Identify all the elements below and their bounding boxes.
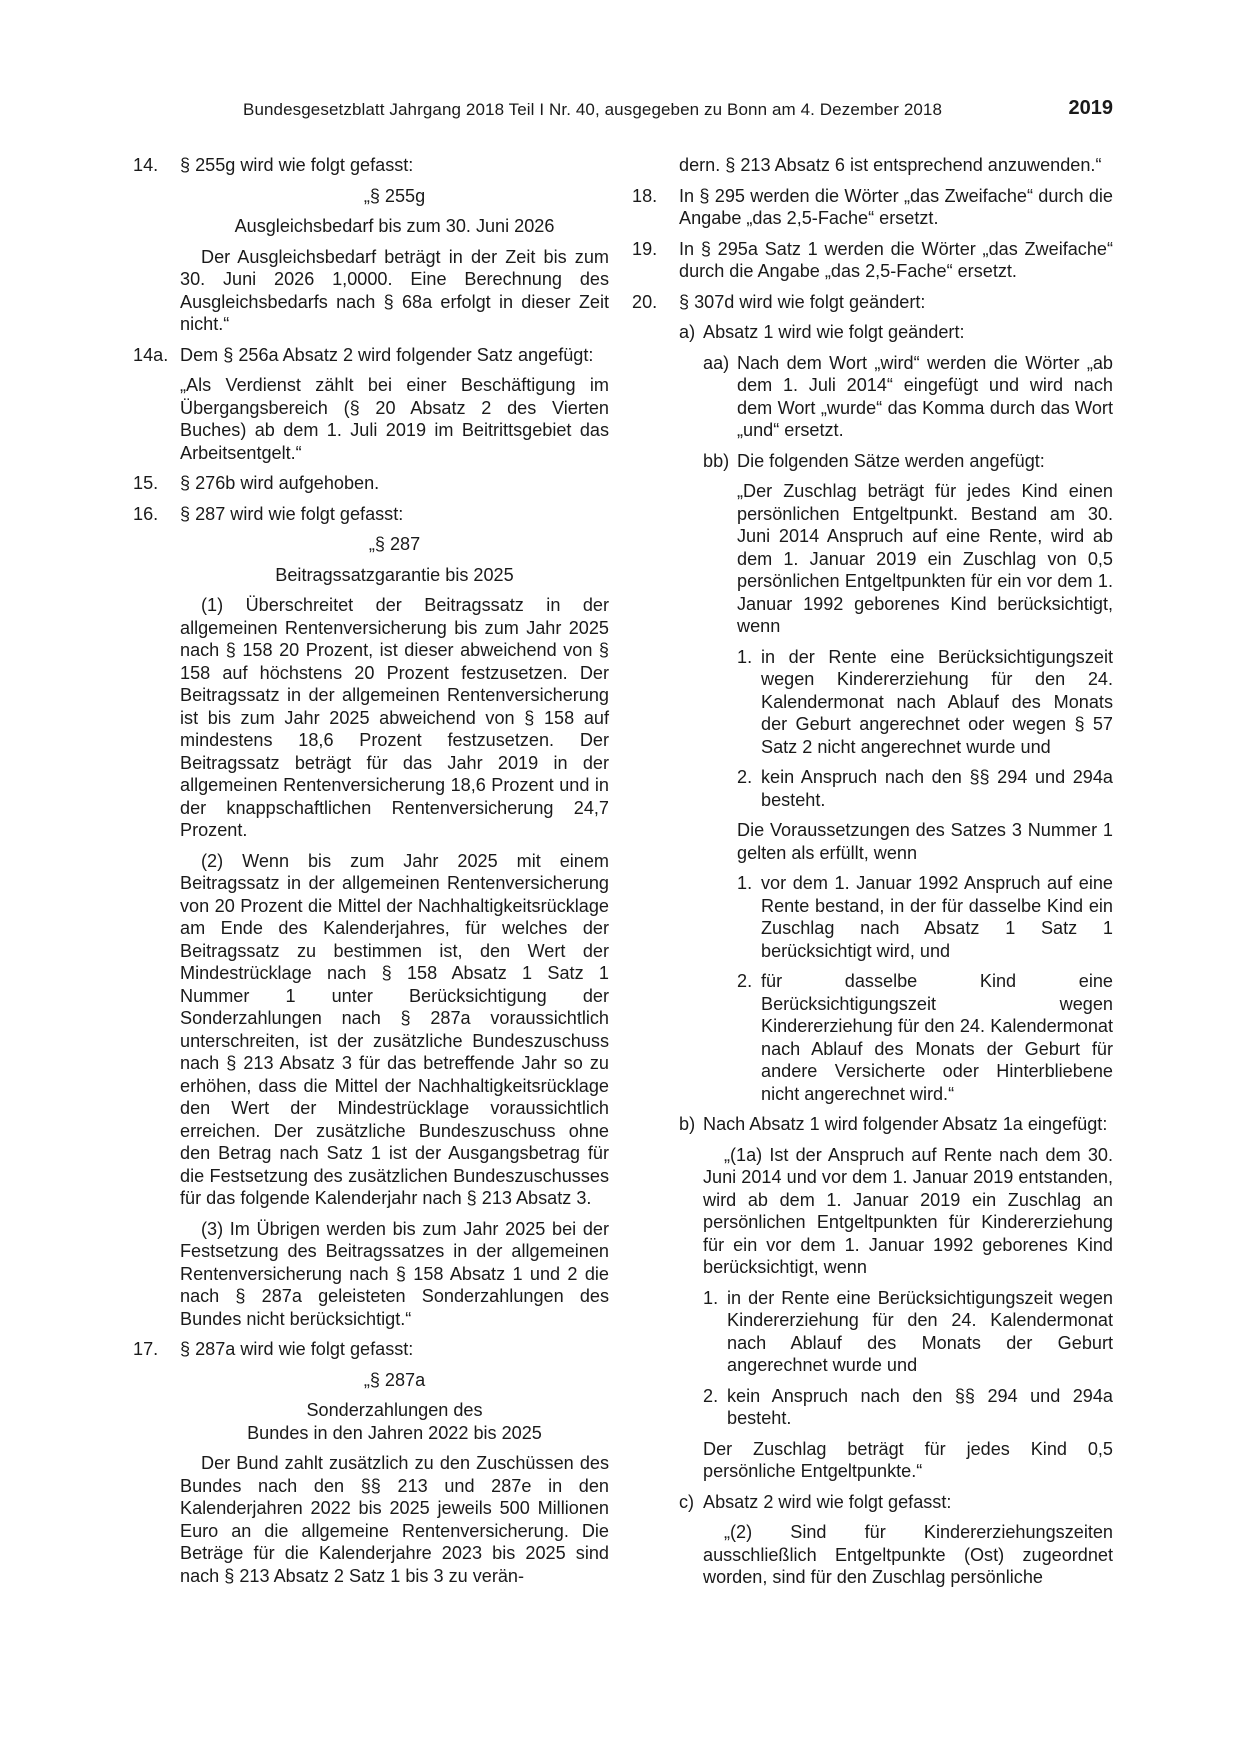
- item-number: 20.: [632, 291, 658, 312]
- quoted-text: „(2) Sind für Kindererziehungszeiten ausschließlich Entgeltpunkte (Ost) zugeordnet worden, sind für den Zuschlag persönliche: [703, 1522, 1113, 1587]
- item-number: 15.: [133, 473, 159, 493]
- item-text: In § 295a Satz 1 werden die Wörter „das Zweifache“ durch die Angabe „das 2,5-Fache“ ersetzt.: [679, 238, 1113, 281]
- item-number: 18.: [632, 185, 658, 206]
- list-number: 1.: [703, 1287, 719, 1308]
- paragraph-sign: „§ 287: [368, 534, 421, 554]
- sub-item-label: c): [679, 1491, 695, 1512]
- list-number: 1.: [737, 873, 753, 893]
- item-intro: § 287 wird wie folgt gefasst:: [180, 503, 404, 524]
- item-14a: [133, 344, 609, 465]
- item-18: [632, 185, 1113, 230]
- page-header: [243, 97, 1113, 126]
- list-item: [737, 872, 1113, 962]
- paragraph-text: Der Bund zahlt zusätzlich zu den Zuschüssen des Bundes nach den §§ 213 und 287e in den Kalenderjahren 2022 bis 2025 jeweils 500 Millionen Euro an die allgemeine Rentenversicherung. Die Beträge für die Kalenderjahre 2023 bis 2025 sind nach § 213 Absatz 2 Satz 1 bis 3 zu verän-: [180, 1453, 609, 1586]
- item-intro: § 287a wird wie folgt gefasst:: [180, 1339, 414, 1359]
- quoted-text: „Als Verdienst zählt bei einer Beschäftigung im Übergangsbereich (§ 20 Absatz 2 des Vierten Buches) ab dem 1. Juli 2019 im Beitrittsgebiet das Arbeitsentgelt.“: [180, 375, 609, 463]
- sub-item-text: Nach Absatz 1 wird folgender Absatz 1a eingefügt:: [703, 1114, 1108, 1134]
- list-number: 2.: [737, 971, 753, 991]
- list-item: [737, 646, 1113, 759]
- right-column: [632, 154, 1113, 1597]
- item-16: [133, 503, 609, 1331]
- left-column: [133, 154, 609, 1595]
- paragraph-title-line-2: Bundes in den Jahren 2022 bis 2025: [247, 1422, 542, 1443]
- list-text: in der Rente eine Berücksichtigungszeit wegen Kindererziehung für den 24. Kalendermonat nach Ablauf des Monats der Geburt angerechnet oder wegen § 57 Satz 2 nicht angerechnet wurde und: [761, 646, 1113, 757]
- item-number: 19.: [632, 238, 658, 259]
- sub-item-label: bb): [703, 450, 730, 471]
- item-17: [133, 1338, 609, 1587]
- quoted-text: „Der Zuschlag beträgt für jedes Kind einen persönlichen Entgeltpunkt. Bestand am 30. Juni 2014 Anspruch auf eine Rente, wird ab dem 1. Januar 2019 ein Zuschlag von 0,5 persönlichen Entgeltpunkten für ein vor dem 1. Januar 1992 geborenes Kind berücksichtigt, wenn: [737, 481, 1113, 636]
- paragraph-title-line-1: Sonderzahlungen des: [306, 1400, 483, 1420]
- quoted-text: Der Zuschlag beträgt für jedes Kind 0,5 persönliche Entgeltpunkte.“: [703, 1438, 1113, 1481]
- item-number: 17.: [133, 1339, 159, 1359]
- sub-item-text: Absatz 1 wird wie folgt geändert:: [703, 322, 965, 342]
- list-number: 2.: [703, 1385, 719, 1406]
- item-intro: § 276b wird aufgehoben.: [180, 473, 380, 493]
- item-intro: Dem § 256a Absatz 2 wird folgender Satz angefügt:: [180, 344, 594, 365]
- item-number: 14a.: [133, 344, 169, 365]
- list-number: 2.: [737, 767, 753, 787]
- sub-item-bb: [703, 450, 1113, 1106]
- sub-item-aa: [703, 352, 1113, 442]
- paragraph-title: Beitragssatzgarantie bis 2025: [275, 564, 514, 585]
- paragraph-text: Der Ausgleichsbedarf beträgt in der Zeit bis zum 30. Juni 2026 1,0000. Eine Berechnung des Ausgleichsbedarfs nach § 68a erfolgt in dieser Zeit nicht.“: [180, 246, 609, 334]
- sub-item-label: a): [679, 322, 696, 342]
- item-number: 16.: [133, 503, 159, 524]
- item-15: [133, 472, 609, 495]
- item-number: 14.: [133, 155, 159, 175]
- quoted-text: Die Voraussetzungen des Satzes 3 Nummer 1 gelten als erfüllt, wenn: [737, 820, 1113, 863]
- item-19: [632, 238, 1113, 283]
- list-text: kein Anspruch nach den §§ 294 und 294a besteht.: [761, 767, 1113, 810]
- item-20: [632, 291, 1113, 1589]
- sub-item-text: Nach dem Wort „wird“ werden die Wörter „ab dem 1. Juli 2014“ eingefügt und wird nach dem Wort „wurde“ das Komma durch das Wort „und“ ersetzt.: [737, 352, 1113, 440]
- sub-item-a: [679, 321, 1113, 1105]
- item-intro: § 307d wird wie folgt geändert:: [679, 291, 926, 312]
- sub-item-c: [679, 1491, 1113, 1589]
- page-number: 2019: [1068, 97, 1113, 119]
- sub-item-label: b): [679, 1114, 696, 1134]
- list-item: [737, 766, 1113, 811]
- subsection-1: (1) Überschreitet der Beitragssatz in der allgemeinen Rentenversicherung bis zum Jahr 2025 nach § 158 20 Prozent, ist dieser abweichend von § 158 auf höchstens 20 Prozent festzusetzen. Der Beitragssatz in der allgemeinen Rentenversicherung ist bis zum Jahr 2025 abweichend von § 158 auf mindestens 18,6 Prozent festzusetzen. Der Beitragssatz beträgt für das Jahr 2019 in der allgemeinen Rentenversicherung 18,6 Prozent und in der knappschaftlichen Rentenversicherung 24,7 Prozent.: [180, 595, 609, 840]
- item-17-continued: [632, 154, 1113, 177]
- sub-item-label: aa): [703, 352, 730, 373]
- item-14: [133, 154, 609, 336]
- subsection-3: (3) Im Übrigen werden bis zum Jahr 2025 bei der Festsetzung des Beitragssatzes in der allgemeinen Rentenversicherung nach § 158 Absatz 1 und 2 die nach § 287a geleisteten Sonderzahlungen des Bundes nicht berücksichtigt.“: [180, 1218, 609, 1329]
- list-text: vor dem 1. Januar 1992 Anspruch auf eine Rente bestand, in der für dasselbe Kind ein Zuschlag nach Absatz 1 Satz 1 berücksichtigt wird, und: [761, 873, 1113, 961]
- list-item: [737, 970, 1113, 1105]
- list-item: [703, 1287, 1113, 1377]
- list-text: in der Rente eine Berücksichtigungszeit wegen Kindererziehung für den 24. Kalendermonat nach Ablauf des Monats der Geburt angerechnet wurde und: [727, 1287, 1113, 1375]
- paragraph-sign: „§ 255g: [363, 185, 426, 206]
- item-text: In § 295 werden die Wörter „das Zweifache“ durch die Angabe „das 2,5-Fache“ ersetzt.: [679, 185, 1113, 228]
- list-text: für dasselbe Kind eine Berücksichtigungszeit wegen Kindererziehung für den 24. Kalendermonat nach Ablauf des Monats der Geburt für andere Versicherte oder Hinterbliebene nicht angerechnet wird.“: [761, 971, 1113, 1104]
- subsection-2: (2) Wenn bis zum Jahr 2025 mit einem Beitragssatz in der allgemeinen Rentenversicherung von 20 Prozent die Mittel der Nachhaltigkeitsrücklage am Ende des Kalenderjahres, für welches der Beitragssatz zu bestimmen ist, den Wert der Mindestrücklage nach § 158 Absatz 1 Satz 1 Nummer 1 unter Berücksichtigung der Sonderzahlungen nach § 287a voraussichtlich unterschreiten, ist der zusätzliche Bundeszuschuss nach § 213 Absatz 3 für das betreffende Jahr so zu erhöhen, dass die Mittel der Nachhaltigkeitsrücklage den Wert der Mindestrücklage voraussichtlich erreichen. Der zusätzliche Bundeszuschuss ohne den Betrag nach Satz 1 ist der Ausgangsbetrag für die Festsetzung des zusätzlichen Bundeszuschusses für das folgende Kalenderjahr nach § 213 Absatz 3.: [180, 850, 609, 1208]
- quoted-text: „(1a) Ist der Anspruch auf Rente nach dem 30. Juni 2014 und vor dem 1. Januar 2019 entstanden, wird ab dem 1. Januar 2019 ein Zuschlag an persönlichen Entgeltpunkten für Kindererziehung für ein vor dem 1. Januar 1992 geborenes Kind berücksichtigt, wenn: [703, 1144, 1113, 1277]
- sub-item-text: Die folgenden Sätze werden angefügt:: [737, 450, 1045, 471]
- sub-item-text: Absatz 2 wird wie folgt gefasst:: [703, 1491, 952, 1512]
- paragraph-sign: „§ 287a: [363, 1369, 426, 1390]
- paragraph-title: Ausgleichsbedarf bis zum 30. Juni 2026: [234, 216, 555, 236]
- item-intro: § 255g wird wie folgt gefasst:: [180, 155, 414, 175]
- list-item: [703, 1385, 1113, 1430]
- list-text: kein Anspruch nach den §§ 294 und 294a besteht.: [727, 1385, 1113, 1428]
- running-head: Bundesgesetzblatt Jahrgang 2018 Teil I Nr. 40, ausgegeben zu Bonn am 4. Dezember 2018: [243, 100, 943, 119]
- continued-text: dern. § 213 Absatz 6 ist entsprechend anzuwenden.“: [679, 155, 1102, 175]
- sub-item-b: [679, 1113, 1113, 1483]
- list-number: 1.: [737, 646, 753, 667]
